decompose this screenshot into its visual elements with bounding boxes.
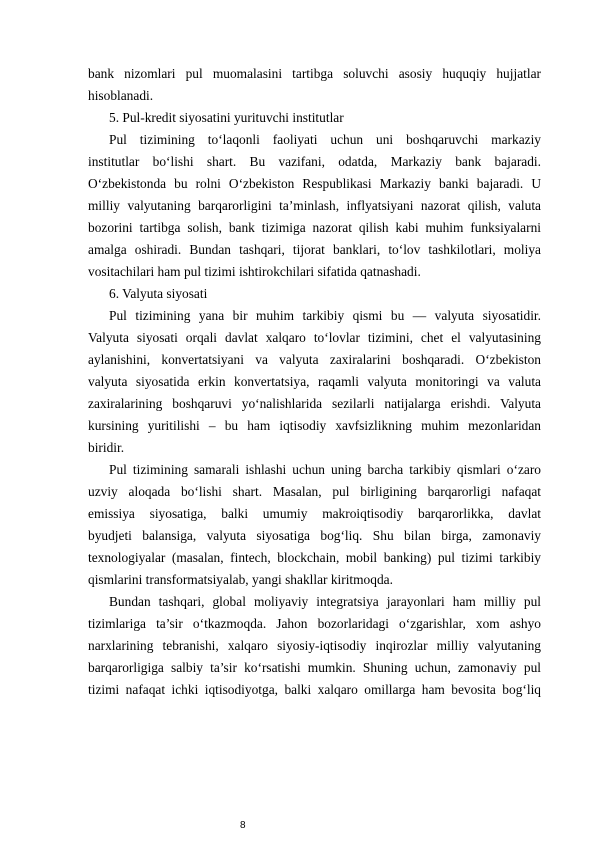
text-line: O‘zbekistonda bu rolni O‘zbekiston Respublikasi Markaziy banki bajaradi. U <box>88 176 541 191</box>
text-line: hisoblanadi. <box>88 88 154 103</box>
text-line: valyuta siyosatida erkin konvertatsiya, raqamli valyuta monitoringi va valuta <box>88 374 541 389</box>
section-heading: 6. Valyuta siyosati <box>109 286 208 301</box>
page-number: 8 <box>240 820 246 831</box>
text-line: Pul tizimining samarali ishlashi uchun uning barcha tarkibiy qismlari o‘zaro <box>109 462 541 477</box>
text-line: institutlar bo‘lishi shart. Bu vazifani, odatda, Markaziy bank bajaradi. <box>88 154 541 169</box>
text-line: narxlarining tebranishi, xalqaro siyosiy-iqtisodiy inqirozlar milliy valyutaning <box>88 638 541 653</box>
text-line: aylanishini, konvertatsiyani va valyuta zaxiralarini boshqaradi. O‘zbekiston <box>88 352 541 367</box>
text-line: emissiya siyosatiga, balki umumiy makroiqtisodiy barqarorlikka, davlat <box>88 506 541 521</box>
text-line: kursining yuritilishi – bu ham iqtisodiy xavfsizlikning muhim mezonlaridan <box>88 418 541 433</box>
text-line: uzviy aloqada bo‘lishi shart. Masalan, pul birligining barqarorligi nafaqat <box>88 484 541 499</box>
text-line: qismlarini transformatsiyalab, yangi shakllar kiritmoqda. <box>88 572 393 587</box>
text-line: Valyuta siyosati orqali davlat xalqaro to‘lovlar tizimini, chet el valyutasining <box>88 330 541 345</box>
text-line: Bundan tashqari, global moliyaviy integratsiya jarayonlari ham milliy pul <box>109 594 541 609</box>
text-line: barqarorligiga salbiy ta’sir ko‘rsatishi mumkin. Shuning uchun, zamonaviy pul <box>88 660 541 675</box>
text-line: amalga oshiradi. Bundan tashqari, tijorat banklari, to‘lov tashkilotlari, moliya <box>88 242 541 257</box>
text-line: bank nizomlari pul muomalasini tartibga soluvchi asosiy huquqiy hujjatlar <box>88 66 541 81</box>
section-heading: 5. Pul-kredit siyosatini yurituvchi institutlar <box>109 110 344 125</box>
text-line: biridir. <box>88 440 125 455</box>
text-line: Pul tizimining yana bir muhim tarkibiy qismi bu — valyuta siyosatidir. <box>109 308 541 323</box>
text-line: texnologiyalar (masalan, fintech, blockchain, mobil banking) pul tizimi tarkibiy <box>88 550 541 565</box>
text-line: tizimi nafaqat ichki iqtisodiyotga, balki xalqaro omillarga ham bevosita bog‘liq <box>88 682 541 697</box>
text-line: byudjeti balansiga, valyuta siyosatiga bog‘liq. Shu bilan birga, zamonaviy <box>88 528 541 543</box>
text-line: Pul tizimining to‘laqonli faoliyati uchun uni boshqaruvchi markaziy <box>109 132 541 147</box>
text-line: tizimlariga ta’sir o‘tkazmoqda. Jahon bozorlaridagi o‘zgarishlar, xom ashyo <box>88 616 541 631</box>
text-line: zaxiralarining boshqaruvi yo‘nalishlarida sezilarli natijalarga erishdi. Valyuta <box>88 396 541 411</box>
text-line: milliy valyutaning barqarorligini ta’minlash, inflyatsiyani nazorat qilish, valuta <box>88 198 541 213</box>
text-line: bozorini tartibga solish, bank tizimiga nazorat qilish kabi muhim funksiyalarni <box>88 220 541 235</box>
text-line: vositachilari ham pul tizimi ishtirokchilari sifatida qatnashadi. <box>88 264 421 279</box>
